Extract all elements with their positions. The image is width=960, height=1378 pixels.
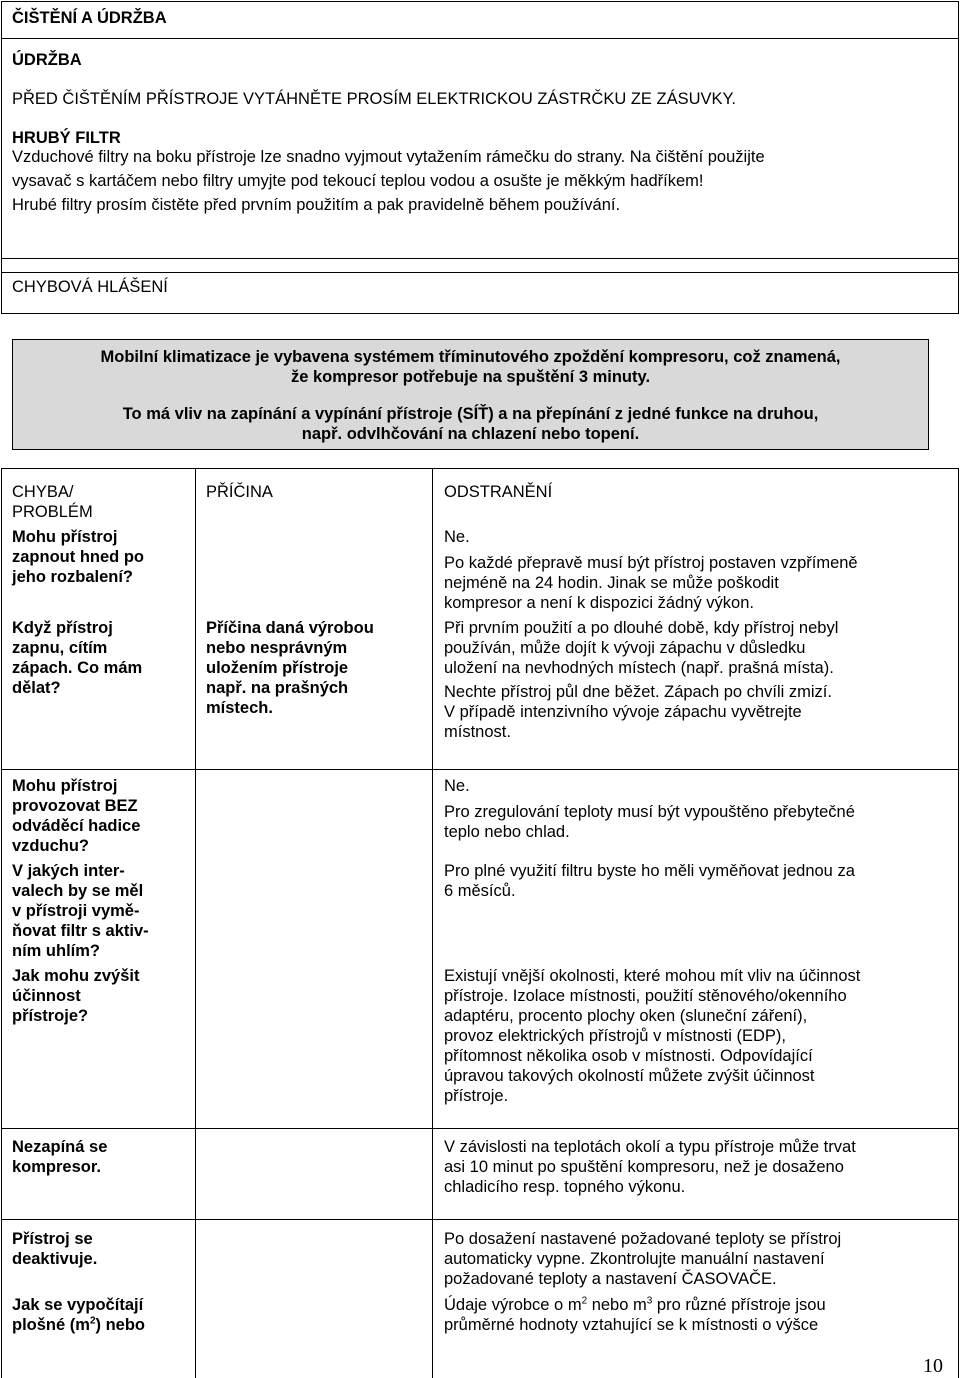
solution-line: automaticky vypne. Zkontrolujte manuální nastavení [444, 1250, 825, 1268]
superscript: 2 [89, 1315, 96, 1327]
problem-line: Nezapíná se [12, 1138, 108, 1156]
solution-line: V případě intenzivního vývoje zápachu vyvětrejte [444, 703, 802, 721]
problem-line: odváděcí hadice [12, 817, 141, 835]
problem-line: valech by se měl [12, 882, 144, 900]
solution-line [444, 1295, 826, 1315]
row-divider [1, 769, 959, 770]
problem-line: zapnu, cítím [12, 639, 108, 657]
solution-line: nejméně na 24 hodin. Jinak se může poškodit [444, 574, 779, 592]
problem-line: vzduchu? [12, 837, 89, 855]
errors-heading: CHYBOVÁ HLÁŠENÍ [12, 278, 168, 296]
solution-line: chladicího resp. topného výkonu. [444, 1178, 686, 1196]
problem-text: ) nebo [95, 1316, 145, 1334]
cause-line: místech. [206, 699, 273, 717]
filter-text-line: Hrubé filtry prosím čistěte před prvním použitím a pak pravidelně během používání. [12, 196, 621, 214]
problem-line: Mohu přístroj [12, 528, 118, 546]
header-cause: PŘÍČINA [206, 483, 273, 501]
notice-line: že kompresor potřebuje na spuštění 3 minuty. [290, 368, 651, 386]
solution-line: Pro zregulování teploty musí být vypouštěno přebytečné [444, 803, 855, 821]
solution-external-factors [444, 966, 860, 1106]
problem-no-hose [12, 776, 140, 856]
problem-line: zápach. Co mám [12, 659, 143, 677]
solution-no: Ne. [444, 777, 470, 795]
notice-line: To má vliv na zapínání a vypínání přístroje (SÍŤ) a na přepínání z jedné funkce na druhou, [122, 405, 819, 423]
solution-smell-remedy [444, 682, 832, 742]
problem-carbon-filter [12, 861, 149, 961]
filter-text-line: Vzduchové filtry na boku přístroje lze snadno vyjmout vytažením rámečku do strany. Na čištění použijte [12, 148, 765, 166]
problem-line: Jak mohu zvýšit [12, 967, 140, 985]
unplug-warning: PŘED ČIŠTĚNÍM PŘÍSTROJE VYTÁHNĚTE PROSÍM ELEKTRICKOU ZÁSTRČKU ZE ZÁSUVKY. [12, 90, 736, 108]
solution-line: adaptéru, procento plochy oken (sluneční záření), [444, 1007, 808, 1025]
problem-compressor [12, 1137, 107, 1177]
solution-smell-origin [444, 618, 838, 678]
problem-line: Jak se vypočítají [12, 1296, 144, 1314]
problem-deactivates [12, 1229, 97, 1269]
problem-line: zapnout hned po [12, 548, 144, 566]
solution-line: přístroje. Izolace místnosti, použití stěnového/okenního [444, 987, 847, 1005]
solution-line: přítomnost několika osob v místnosti. Odpovídající [444, 1047, 813, 1065]
solution-line: Po každé přepravě musí být přístroj postaven vzpřímeně [444, 554, 858, 572]
solution-line: asi 10 minut po spuštění kompresoru, než je dosaženo [444, 1158, 844, 1176]
superscript: 2 [581, 1295, 588, 1307]
problem-line: účinnost [12, 987, 81, 1005]
problem-text: plošné (m [12, 1316, 90, 1334]
header-problem-line: CHYBA/ [12, 483, 74, 501]
solution-no: Ne. [444, 528, 470, 546]
problem-line: Když přístroj [12, 619, 113, 637]
column-divider [432, 468, 433, 1378]
problem-line: Mohu přístroj [12, 777, 118, 795]
solution-filter-interval [444, 861, 855, 901]
notice-line: např. odvlhčování na chlazení nebo topení. [301, 425, 640, 443]
problem-line: provozovat BEZ [12, 797, 138, 815]
page-title: ČIŠTĚNÍ A ÚDRŽBA [12, 9, 167, 27]
solution-line: teplo nebo chlad. [444, 823, 570, 841]
solution-line: Nechte přístroj půl dne běžet. Zápach po chvíli zmizí. [444, 683, 832, 701]
row-divider [1, 1219, 959, 1220]
problem-line: deaktivuje. [12, 1250, 98, 1268]
problem-line: přístroje? [12, 1007, 89, 1025]
solution-text: nebo m [587, 1296, 647, 1314]
solution-line: průměrné hodnoty vztahující se k místnosti o výšce [444, 1316, 819, 1334]
solution-line: Pro plné využití filtru byste ho měli vyměňovat jednou za [444, 862, 855, 880]
notice-line: Mobilní klimatizace je vybavena systémem tříminutového zpoždění kompresoru, což znamená, [100, 348, 841, 366]
solution-text: Údaje výrobce o m [444, 1296, 582, 1314]
problem-line: ním uhlím? [12, 942, 100, 960]
solution-text: pro různé přístroje jsou [652, 1296, 826, 1314]
cause-line: např. na prašných [206, 679, 349, 697]
problem-area-calc [12, 1295, 145, 1335]
filter-heading: HRUBÝ FILTR [12, 129, 121, 147]
cause-line: nebo nesprávným [206, 639, 348, 657]
solution-line: Existují vnější okolnosti, které mohou mít vliv na účinnost [444, 967, 861, 985]
solution-line: úpravou takových okolností můžete zvýšit účinnost [444, 1067, 815, 1085]
page-number: 10 [923, 1355, 943, 1377]
solution-line: používán, může dojít k vývoji zápachu v důsledku [444, 639, 806, 657]
solution-line: Při prvním použití a po dlouhé době, kdy přístroj nebyl [444, 619, 839, 637]
solution-line: kompresor a není k dispozici žádný výkon. [444, 594, 754, 612]
solution-upright [444, 553, 858, 613]
solution-line: uložení na nevhodných místech (např. prašná místa). [444, 659, 834, 677]
problem-line: Přístroj se [12, 1230, 93, 1248]
problem-line: v přístroji vymě- [12, 902, 140, 920]
problem-unpacking [12, 527, 144, 587]
cause-line: uložením přístroje [206, 659, 349, 677]
header-solution: ODSTRANĚNÍ [444, 483, 553, 501]
problem-smell [12, 618, 142, 698]
solution-line: přístroje. [444, 1087, 509, 1105]
problem-line: dělat? [12, 679, 61, 697]
solution-manufacturer-data [444, 1295, 826, 1335]
problem-line: V jakých inter- [12, 862, 125, 880]
solution-auto-off [444, 1229, 841, 1289]
cause-line: Příčina daná výrobou [206, 619, 374, 637]
solution-line: požadované teploty a nastavení ČASOVAČE. [444, 1270, 777, 1288]
problem-line: ňovat filtr s aktiv- [12, 922, 149, 940]
solution-excess-heat [444, 802, 855, 842]
cause-storage [206, 618, 374, 718]
header-problem-line: PROBLÉM [12, 503, 93, 521]
solution-line: místnost. [444, 723, 511, 741]
problem-line [12, 1315, 145, 1335]
problem-line: jeho rozbalení? [12, 568, 134, 586]
solution-line: 6 měsíců. [444, 882, 516, 900]
column-divider [195, 468, 196, 1378]
filter-text-line: vysavač s kartáčem nebo filtry umyjte pod tekoucí teplou vodou a osušte je měkkým hadříkem! [12, 172, 704, 190]
solution-line: V závislosti na teplotách okolí a typu přístroje může trvat [444, 1138, 856, 1156]
solution-compressor-delay [444, 1137, 856, 1197]
row-divider [1, 1128, 959, 1129]
solution-line: Po dosažení nastavené požadované teploty se přístroj [444, 1230, 842, 1248]
solution-line: provoz elektrických přístrojů v místnosti (EDP), [444, 1027, 787, 1045]
header-problem [12, 482, 93, 522]
problem-efficiency [12, 966, 139, 1026]
problem-line: kompresor. [12, 1158, 101, 1176]
superscript: 3 [646, 1295, 653, 1307]
maintenance-heading: ÚDRŽBA [12, 51, 82, 69]
